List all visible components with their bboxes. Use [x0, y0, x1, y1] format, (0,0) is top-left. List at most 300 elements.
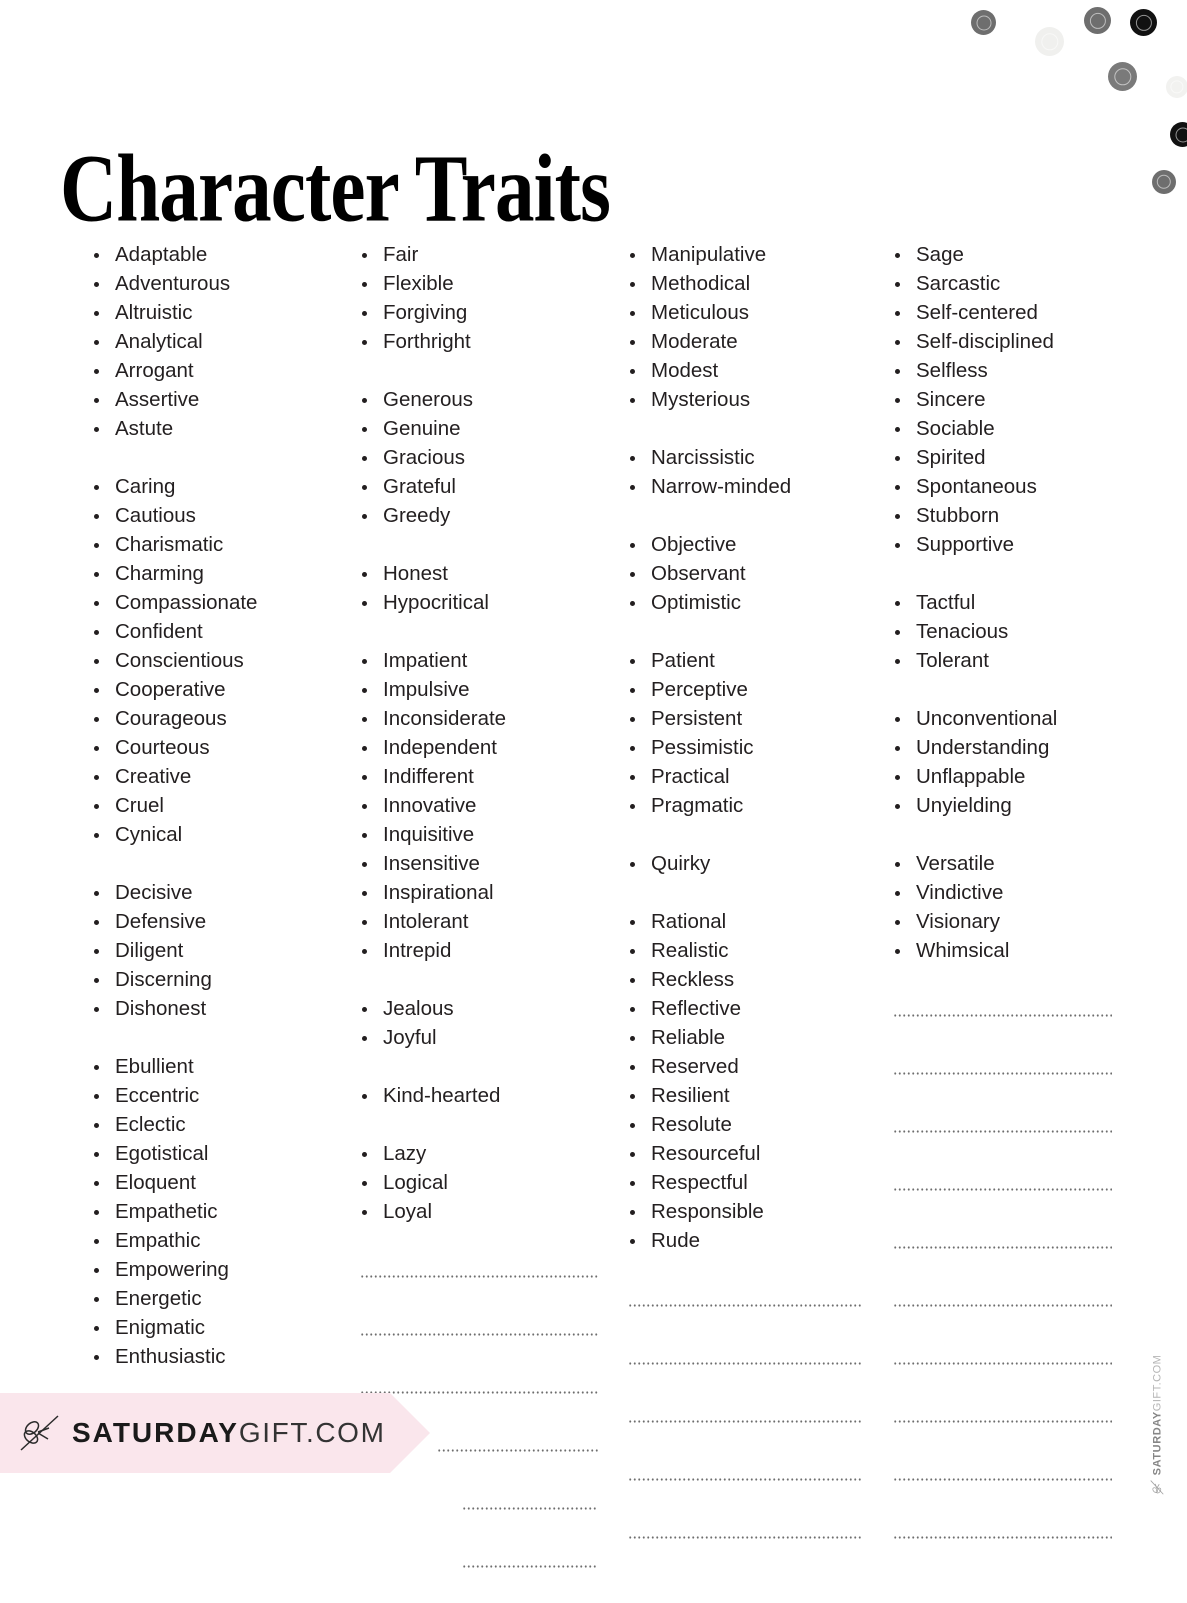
bullet-icon [94, 253, 99, 258]
bullet-icon [94, 369, 99, 374]
trait-item[interactable] [610, 704, 875, 733]
trait-item[interactable] [342, 762, 610, 791]
group-spacer [74, 443, 342, 472]
trait-item[interactable] [342, 385, 610, 414]
trait-item[interactable] [610, 733, 875, 762]
trait-item[interactable] [610, 530, 875, 559]
trait-label: Empathetic [115, 1200, 218, 1223]
trait-item[interactable] [342, 443, 610, 472]
write-line-spacer [875, 1139, 1124, 1168]
bullet-icon [362, 949, 367, 954]
dotted-rule [462, 1507, 598, 1510]
trait-item[interactable] [875, 443, 1124, 472]
confetti-dot [1152, 170, 1176, 194]
dotted-rule [893, 1072, 1112, 1075]
trait-label: Kind-hearted [383, 1084, 501, 1107]
trait-item[interactable] [74, 936, 342, 965]
trait-item[interactable] [875, 414, 1124, 443]
write-line-spacer [610, 1545, 875, 1574]
trait-item[interactable] [610, 588, 875, 617]
trait-item[interactable] [610, 1139, 875, 1168]
trait-label: Sage [916, 243, 964, 266]
trait-item[interactable] [74, 733, 342, 762]
write-line-spacer [610, 1371, 875, 1400]
write-line-spacer [610, 1313, 875, 1342]
bullet-icon [362, 862, 367, 867]
trait-item[interactable] [74, 820, 342, 849]
trait-label: Intolerant [383, 910, 469, 933]
trait-label: Tolerant [916, 649, 989, 672]
write-line-spacer [875, 1545, 1124, 1574]
trait-item[interactable] [875, 472, 1124, 501]
trait-item[interactable] [875, 762, 1124, 791]
trait-item[interactable] [74, 414, 342, 443]
trait-label: Vindictive [916, 881, 1004, 904]
trait-item[interactable] [74, 1284, 342, 1313]
bullet-icon [362, 427, 367, 432]
trait-item[interactable] [74, 269, 342, 298]
trait-item[interactable] [875, 385, 1124, 414]
write-in-line[interactable] [875, 994, 1124, 1023]
trait-item[interactable] [342, 1023, 610, 1052]
trait-item[interactable] [610, 327, 875, 356]
bullet-icon [94, 1007, 99, 1012]
trait-item[interactable] [342, 1081, 610, 1110]
bullet-icon [362, 891, 367, 896]
trait-item[interactable] [875, 646, 1124, 675]
trait-item[interactable] [342, 269, 610, 298]
bullet-icon [94, 543, 99, 548]
group-spacer [342, 530, 610, 559]
trait-item[interactable] [610, 472, 875, 501]
write-in-line[interactable] [875, 1226, 1124, 1255]
trait-label: Observant [651, 562, 746, 585]
bullet-icon [362, 1036, 367, 1041]
trait-item[interactable] [610, 994, 875, 1023]
bullet-icon [630, 282, 635, 287]
trait-label: Reckless [651, 968, 735, 991]
bullet-icon [630, 1181, 635, 1186]
trait-label: Quirky [651, 852, 711, 875]
trait-item[interactable] [342, 501, 610, 530]
trait-label: Generous [383, 388, 474, 411]
trait-label: Respectful [651, 1171, 748, 1194]
trait-item[interactable] [74, 907, 342, 936]
trait-item[interactable] [610, 675, 875, 704]
trait-label: Ebullient [115, 1055, 194, 1078]
group-spacer [342, 356, 610, 385]
trait-label: Spontaneous [916, 475, 1037, 498]
trait-item[interactable] [875, 240, 1124, 269]
bullet-icon [94, 920, 99, 925]
side-watermark-content [1149, 1355, 1166, 1496]
bullet-icon [362, 311, 367, 316]
saturdaygift-logo-banner[interactable] [0, 1393, 430, 1473]
trait-item[interactable] [875, 791, 1124, 820]
bullet-icon [362, 659, 367, 664]
bullet-icon [362, 833, 367, 838]
bullet-icon [895, 862, 900, 867]
confetti-dot [1170, 122, 1187, 147]
bullet-icon [94, 688, 99, 693]
write-in-line[interactable] [342, 1545, 610, 1574]
trait-item[interactable] [610, 443, 875, 472]
bullet-icon [362, 340, 367, 345]
write-in-line[interactable] [610, 1342, 875, 1371]
write-line-spacer [342, 1574, 610, 1603]
trait-item[interactable] [875, 878, 1124, 907]
trait-item[interactable] [875, 617, 1124, 646]
trait-label: Resolute [651, 1113, 732, 1136]
bullet-icon [94, 1239, 99, 1244]
trait-label: Reflective [651, 997, 742, 1020]
trait-item[interactable] [74, 675, 342, 704]
bullet-icon [895, 891, 900, 896]
write-line-spacer [610, 1487, 875, 1516]
write-line-spacer [875, 1487, 1124, 1516]
trait-item[interactable] [610, 1168, 875, 1197]
trait-item[interactable] [342, 704, 610, 733]
trait-item[interactable] [875, 356, 1124, 385]
trait-label: Genuine [383, 417, 461, 440]
trait-item[interactable] [342, 791, 610, 820]
trait-label: Charismatic [115, 533, 224, 556]
trait-item[interactable] [610, 1052, 875, 1081]
trait-label: Altruistic [115, 301, 193, 324]
trait-item[interactable] [74, 501, 342, 530]
trait-label: Diligent [115, 939, 184, 962]
trait-item[interactable] [342, 878, 610, 907]
trait-item[interactable] [610, 1081, 875, 1110]
trait-label: Inquisitive [383, 823, 475, 846]
confetti-dot [971, 10, 996, 35]
dotted-rule [893, 1014, 1112, 1017]
trait-item[interactable] [610, 1110, 875, 1139]
trait-label: Perceptive [651, 678, 748, 701]
trait-label: Modest [651, 359, 719, 382]
trait-label: Empowering [115, 1258, 229, 1281]
trait-item[interactable] [74, 472, 342, 501]
write-in-line[interactable] [610, 1458, 875, 1487]
dotted-rule [893, 1420, 1112, 1423]
trait-item[interactable] [342, 646, 610, 675]
write-in-line[interactable] [342, 1313, 610, 1342]
dotted-rule [893, 1188, 1112, 1191]
trait-label: Reserved [651, 1055, 739, 1078]
bullet-icon [630, 398, 635, 403]
trait-item[interactable] [74, 240, 342, 269]
trait-label: Impatient [383, 649, 468, 672]
trait-item[interactable] [74, 791, 342, 820]
trait-item[interactable] [74, 385, 342, 414]
trait-item[interactable] [610, 965, 875, 994]
bullet-icon [94, 1268, 99, 1273]
bullet-icon [362, 253, 367, 258]
write-line-spacer [342, 1284, 610, 1313]
dotted-rule [628, 1536, 863, 1539]
trait-item[interactable] [342, 1168, 610, 1197]
trait-item[interactable] [875, 327, 1124, 356]
trait-label: Eclectic [115, 1113, 186, 1136]
confetti-dot [1166, 76, 1187, 98]
trait-item[interactable] [74, 878, 342, 907]
bullet-icon [630, 311, 635, 316]
bullet-icon [895, 485, 900, 490]
trait-label: Resilient [651, 1084, 730, 1107]
trait-item[interactable] [74, 559, 342, 588]
trait-label: Caring [115, 475, 176, 498]
trait-item[interactable] [342, 849, 610, 878]
trait-item[interactable] [74, 994, 342, 1023]
bullet-icon [895, 717, 900, 722]
trait-label: Stubborn [916, 504, 1000, 527]
trait-label: Independent [383, 736, 498, 759]
bullet-icon [362, 456, 367, 461]
trait-item[interactable] [875, 501, 1124, 530]
bullet-icon [94, 1094, 99, 1099]
trait-item[interactable] [74, 1168, 342, 1197]
write-in-line[interactable] [610, 1516, 875, 1545]
trait-label: Dishonest [115, 997, 207, 1020]
bullet-icon [362, 1181, 367, 1186]
trait-item[interactable] [74, 298, 342, 327]
trait-item[interactable] [342, 733, 610, 762]
trait-item[interactable] [610, 298, 875, 327]
bullet-icon [895, 340, 900, 345]
bullet-icon [362, 1152, 367, 1157]
bullet-icon [630, 369, 635, 374]
trait-label: Pessimistic [651, 736, 754, 759]
trait-item[interactable] [74, 617, 342, 646]
bullet-icon [895, 282, 900, 287]
trait-label: Grateful [383, 475, 456, 498]
trait-item[interactable] [74, 588, 342, 617]
trait-item[interactable] [875, 530, 1124, 559]
bullet-icon [630, 804, 635, 809]
trait-label: Meticulous [651, 301, 749, 324]
bullet-icon [94, 311, 99, 316]
trait-item[interactable] [342, 675, 610, 704]
write-in-line[interactable] [610, 1400, 875, 1429]
logo-light-text: GIFT.COM [238, 1417, 386, 1448]
trait-label: Tactful [916, 591, 976, 614]
trait-item[interactable] [342, 559, 610, 588]
trait-item[interactable] [342, 472, 610, 501]
trait-item[interactable] [610, 559, 875, 588]
trait-item[interactable] [74, 646, 342, 675]
write-in-line[interactable] [875, 1342, 1124, 1371]
dotted-rule [628, 1420, 863, 1423]
group-spacer [875, 559, 1124, 588]
trait-item[interactable] [342, 298, 610, 327]
bullet-icon [362, 1007, 367, 1012]
trait-label: Cautious [115, 504, 196, 527]
trait-item[interactable] [610, 762, 875, 791]
trait-item[interactable] [342, 994, 610, 1023]
confetti-dot [1130, 9, 1157, 36]
group-spacer [342, 617, 610, 646]
bullet-icon [94, 659, 99, 664]
bullet-icon [94, 1123, 99, 1128]
bullet-icon [94, 891, 99, 896]
bullet-icon [630, 1036, 635, 1041]
trait-label: Jealous [383, 997, 454, 1020]
bullet-icon [94, 804, 99, 809]
group-spacer [610, 1255, 875, 1284]
trait-item[interactable] [610, 1197, 875, 1226]
trait-item[interactable] [610, 269, 875, 298]
write-in-line[interactable] [875, 1400, 1124, 1429]
trait-item[interactable] [74, 1342, 342, 1371]
bullet-icon [630, 1123, 635, 1128]
write-in-line[interactable] [875, 1458, 1124, 1487]
write-in-line[interactable] [875, 1168, 1124, 1197]
trait-item[interactable] [74, 327, 342, 356]
trait-item[interactable] [74, 704, 342, 733]
trait-item[interactable] [875, 733, 1124, 762]
trait-item[interactable] [74, 1226, 342, 1255]
bullet-icon [94, 949, 99, 954]
trait-label: Forthright [383, 330, 471, 353]
bullet-icon [895, 311, 900, 316]
trait-item[interactable] [342, 1139, 610, 1168]
bullet-icon [362, 485, 367, 490]
write-in-line[interactable] [875, 1110, 1124, 1139]
trait-item[interactable] [610, 936, 875, 965]
trait-item[interactable] [74, 1255, 342, 1284]
trait-label: Mysterious [651, 388, 751, 411]
dotted-rule [628, 1478, 863, 1481]
trait-item[interactable] [875, 588, 1124, 617]
write-in-line[interactable] [342, 1487, 610, 1516]
trait-item[interactable] [610, 240, 875, 269]
write-line-spacer [875, 1371, 1124, 1400]
trait-label: Empathic [115, 1229, 201, 1252]
trait-label: Egotistical [115, 1142, 209, 1165]
trait-item[interactable] [610, 356, 875, 385]
bullet-icon [630, 1239, 635, 1244]
write-line-spacer [875, 1255, 1124, 1284]
trait-item[interactable] [875, 298, 1124, 327]
trait-item[interactable] [875, 936, 1124, 965]
trait-label: Conscientious [115, 649, 244, 672]
trait-label: Inconsiderate [383, 707, 507, 730]
trait-item[interactable] [875, 269, 1124, 298]
trait-label: Lazy [383, 1142, 427, 1165]
trait-label: Understanding [916, 736, 1050, 759]
trait-item[interactable] [342, 588, 610, 617]
write-line-spacer [875, 1023, 1124, 1052]
bullet-icon [94, 717, 99, 722]
trait-item[interactable] [875, 849, 1124, 878]
trait-label: Sociable [916, 417, 995, 440]
bullet-icon [895, 630, 900, 635]
trait-label: Flexible [383, 272, 454, 295]
write-in-line[interactable] [875, 1284, 1124, 1313]
trait-item[interactable] [875, 907, 1124, 936]
trait-item[interactable] [74, 1139, 342, 1168]
trait-item[interactable] [74, 965, 342, 994]
bullet-icon [362, 1210, 367, 1215]
trait-item[interactable] [610, 385, 875, 414]
bullet-icon [94, 1065, 99, 1070]
bullet-icon [895, 427, 900, 432]
bullet-icon [895, 253, 900, 258]
trait-label: Adventurous [115, 272, 231, 295]
trait-label: Decisive [115, 881, 193, 904]
write-line-spacer [875, 1429, 1124, 1458]
bullet-icon [362, 688, 367, 693]
write-in-line[interactable] [610, 1284, 875, 1313]
trait-item[interactable] [74, 1313, 342, 1342]
group-spacer [342, 1226, 610, 1255]
bullet-icon [630, 253, 635, 258]
trait-label: Reliable [651, 1026, 726, 1049]
bullet-icon [630, 572, 635, 577]
trait-label: Cynical [115, 823, 183, 846]
group-spacer [342, 1110, 610, 1139]
write-in-line[interactable] [875, 1516, 1124, 1545]
bullet-icon [94, 1210, 99, 1215]
trait-item[interactable] [610, 1226, 875, 1255]
trait-item[interactable] [74, 1081, 342, 1110]
trait-item[interactable] [74, 530, 342, 559]
write-line-spacer [610, 1429, 875, 1458]
bullet-icon [94, 282, 99, 287]
bullet-icon [630, 1210, 635, 1215]
trait-item[interactable] [74, 1110, 342, 1139]
trait-item[interactable] [342, 936, 610, 965]
write-in-line[interactable] [875, 1052, 1124, 1081]
trait-item[interactable] [342, 1197, 610, 1226]
trait-item[interactable] [610, 646, 875, 675]
trait-item[interactable] [74, 762, 342, 791]
dotted-rule [462, 1565, 598, 1568]
trait-label: Patient [651, 649, 715, 672]
trait-item[interactable] [610, 907, 875, 936]
trait-label: Realistic [651, 939, 729, 962]
trait-item[interactable] [610, 1023, 875, 1052]
bullet-icon [630, 978, 635, 983]
write-line-spacer [342, 1342, 610, 1371]
bullet-icon [94, 427, 99, 432]
bullet-icon [895, 920, 900, 925]
bullet-icon [362, 514, 367, 519]
group-spacer [875, 675, 1124, 704]
trait-item[interactable] [342, 414, 610, 443]
trait-item[interactable] [342, 327, 610, 356]
trait-item[interactable] [342, 240, 610, 269]
trait-label: Indifferent [383, 765, 474, 788]
trait-label: Eloquent [115, 1171, 196, 1194]
trait-item[interactable] [74, 356, 342, 385]
trait-item[interactable] [342, 907, 610, 936]
bullet-icon [895, 659, 900, 664]
bullet-icon [630, 485, 635, 490]
trait-item[interactable] [875, 704, 1124, 733]
trait-label: Unyielding [916, 794, 1012, 817]
write-in-line[interactable] [342, 1255, 610, 1284]
bullet-icon [895, 398, 900, 403]
trait-item[interactable] [74, 1197, 342, 1226]
bullet-icon [630, 862, 635, 867]
trait-item[interactable] [610, 791, 875, 820]
trait-item[interactable] [610, 849, 875, 878]
trait-item[interactable] [74, 1052, 342, 1081]
trait-label: Arrogant [115, 359, 194, 382]
trait-item[interactable] [342, 820, 610, 849]
bullet-icon [362, 282, 367, 287]
